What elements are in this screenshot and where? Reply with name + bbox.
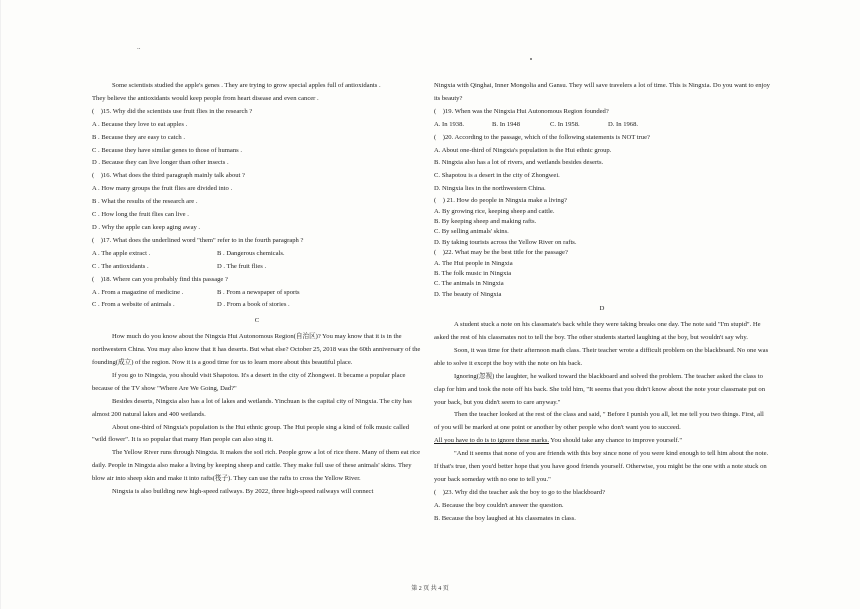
q21-q22-block [434,196,770,300]
question-15-stem: ( )15. Why did the scientists use fruit flies in the research ? [92,107,253,115]
q23-option-a: A. Because the boy couldn't answer the question. [434,501,564,509]
passage-c-paragraph-2: If you go to Ningxia, you should visit Shapotou. It's a desert in the city of Zhongwei. It became a popular place because of the TV show "Where Are We Going, Dad?" [92,371,406,392]
q16-option-b: B . What the results of the research are . [92,198,198,206]
q20-option-b: B. Ningxia also has a lot of rivers, and wetlands besides deserts. [434,159,604,167]
question-22-stem: ( )22. What may be the best title for the passage? [434,249,568,257]
q17-options-row-2 [92,261,422,274]
q21-option-c: C. By selling animals' skins. [434,228,509,236]
q18-option-b: B . From a newspaper of sports [217,288,300,296]
q21-option-a: A. By growing rice, keeping sheep and cattle. [434,207,555,215]
passage-c-paragraph-3: Besides deserts, Ningxia also has a lot of lakes and wetlands. Yinchuan is the capital city of Ningxia. The city has almost 200 natural lakes and 400 wetlands. [92,397,412,418]
q15-option-d: D . Because they can live longer than other insects . [92,159,229,167]
q19-option-c: C. In 1958. [550,120,580,128]
passage-c-paragraph-4: About one-third of Ningxia's population is the Hui ethnic group. The Hui people sing a kind of folk music called "wild flower". It is so popular that many Han people can also sing it. [92,423,409,444]
q16-option-c: C . How long the fruit flies can live . [92,211,189,219]
header-marks: .. [137,43,141,51]
q21-option-b: B. By keeping sheep and making rafts. [434,217,537,225]
passage-c-paragraph-5: The Yellow River runs through Ningxia. It makes the soil rich. People grow a lot of rice there. Many of them eat rice daily. People in Ningxia also make a living by keeping sheep and cattle. They make full use of these animals' skins. They blow air into sheep skin and make it into rafts(筏子). They can use the rafts to cross the Yellow River. [92,449,420,483]
q15-option-a: A . Because they love to eat apples . [92,120,188,128]
question-21-stem: ( ) 21. How do people in Ningxia make a living? [434,197,567,205]
section-c-heading: C [254,317,260,325]
q17-option-d: D . The fruit flies . [217,262,267,270]
q20-option-d: D. Ningxia lies in the northwestern China. [434,185,546,193]
page-footer: 第 2 页 共 4 页 [411,586,449,592]
passage-c-paragraph-6: Ningxia is also building new high-speed railways. By 2022, three high-speed railways will connect [112,488,374,496]
q19-option-d: D. In 1968. [608,120,639,128]
q16-option-d: D . Why the apple can keep aging away . [92,223,201,231]
question-18-stem: ( )18. Where can you probably find this passage ? [92,275,228,283]
passage-c-continuation: Ningxia with Qinghai, Inner Mongolia and Gansu. They will save travelers a lot of time. This is Ningxia. Do you want to enjoy its beauty? [434,82,770,102]
q19-option-a: A. In 1938. [434,120,465,128]
right-column [434,80,770,526]
intro-line-2: They believe the antioxidants would keep people from heart disease and even cancer . [92,94,319,102]
q20-option-a: A. About one-third of Ningxia's population is the Hui ethnic group. [434,146,612,154]
q19-option-b: B. In 1948 [492,120,521,128]
passage-d-paragraph-5: "And it seems that none of you are friends with this boy since none of you were kind enough to tell him about the note. If that's true, then you'd better hope that you have good friends yourself. Otherwise, you might be the one with a note stuck on your back someday with no one to tell you." [434,450,769,483]
q17-option-a: A . The apple extract . [92,249,151,257]
passage-d-paragraph-4 [434,409,770,448]
q18-options-row-1 [92,287,422,300]
q22-option-a: A. The Hui people in Ningxia [434,259,513,267]
passage-c-paragraph-1: How much do you know about the Ningxia Hui Autonomous Region(自治区)? You may know that it is in the northwestern China. You may also know that it has deserts. But what else? October 25, 2018 was the 60th anniversary of the founding(成立) of the region. Now it is a good time for us to learn more about this beautiful place. [92,333,421,367]
q23-option-b: B. Because the boy laughed at his classmates in class. [434,514,576,522]
passage-d-paragraph-4-text: Then the teacher looked at the rest of the class and said, " Before I punish you all, let me tell you two things. First, all of you will be marked at one point or another by other people who don't want you to succeed. [434,411,764,432]
q22-option-c: C. The animals in Ningxia [434,280,504,288]
q19-options [434,119,770,132]
q22-option-d: D. The beauty of Ningxia [434,290,502,298]
intro-line-1: Some scientists studied the apple's genes . They are trying to grow special apples full of antioxidants . [112,82,381,89]
left-column [92,80,422,499]
q18-options-row-2 [92,299,422,312]
q17-options-row-1 [92,248,422,261]
q18-option-d: D . From a book of stories . [217,301,290,309]
q17-option-b: B . Dangerous chemicals. [217,249,285,257]
question-17-stem: ( )17. What does the underlined word "them" refer to in the fourth paragraph ? [92,236,304,244]
passage-d-paragraph-4-rest: You should take any chance to improve yourself." [549,437,683,445]
q16-option-a: A . How many groups the fruit flies are divided into . [92,185,233,193]
q22-option-b: B. The folk music in Ningxia [434,270,512,277]
question-19-stem: ( )19. When was the Ningxia Hui Autonomous Region founded? [434,107,609,115]
q18-option-c: C . From a website of animals . [92,301,175,309]
q15-option-c: C . Because they have similar genes to those of humans . [92,146,242,154]
q17-option-c: C . The antioxidants . [92,262,149,270]
q20-option-c: C. Shapotou is a desert in the city of Zhongwei. [434,172,560,180]
scan-dot [530,58,532,60]
question-16-stem: ( )16. What does the third paragraph mainly talk about ? [92,172,245,180]
q15-option-b: B . Because they are easy to catch . [92,133,186,141]
section-d-heading: D [599,305,605,313]
passage-d-paragraph-1: A student stuck a note on his classmate's back while they were taking breaks one day. The note said "I'm stupid". He asked the rest of his classmates not to tell the boy. The other students started laughing at the boy, but wouldn't say why. [434,321,761,342]
passage-d-paragraph-2: Soon, it was time for their afternoon math class. Their teacher wrote a difficult problem on the blackboard. No one was able to solve it except the boy with the note on his back. [434,346,769,367]
question-23-stem: ( )23. Why did the teacher ask the boy to go to the blackboard? [434,488,606,496]
passage-d-paragraph-3: Ignoring(忽视) the laughter, he walked toward the blackboard and solved the problem. The teacher asked the class to clap for him and took the note off his back. She told him, "It seems that you didn't know about the note your classmate put on your back, but you didn't seem to care anyway." [434,372,766,406]
question-20-stem: ( )20. According to the passage, which of the following statements is NOT true? [434,133,650,141]
underlined-sentence: All you have to do is to ignore these marks. [434,437,550,445]
q18-option-a: A . From a magazine of medicine . [92,288,184,296]
q21-option-d: D. By taking tourists across the Yellow River on rafts. [434,238,577,246]
